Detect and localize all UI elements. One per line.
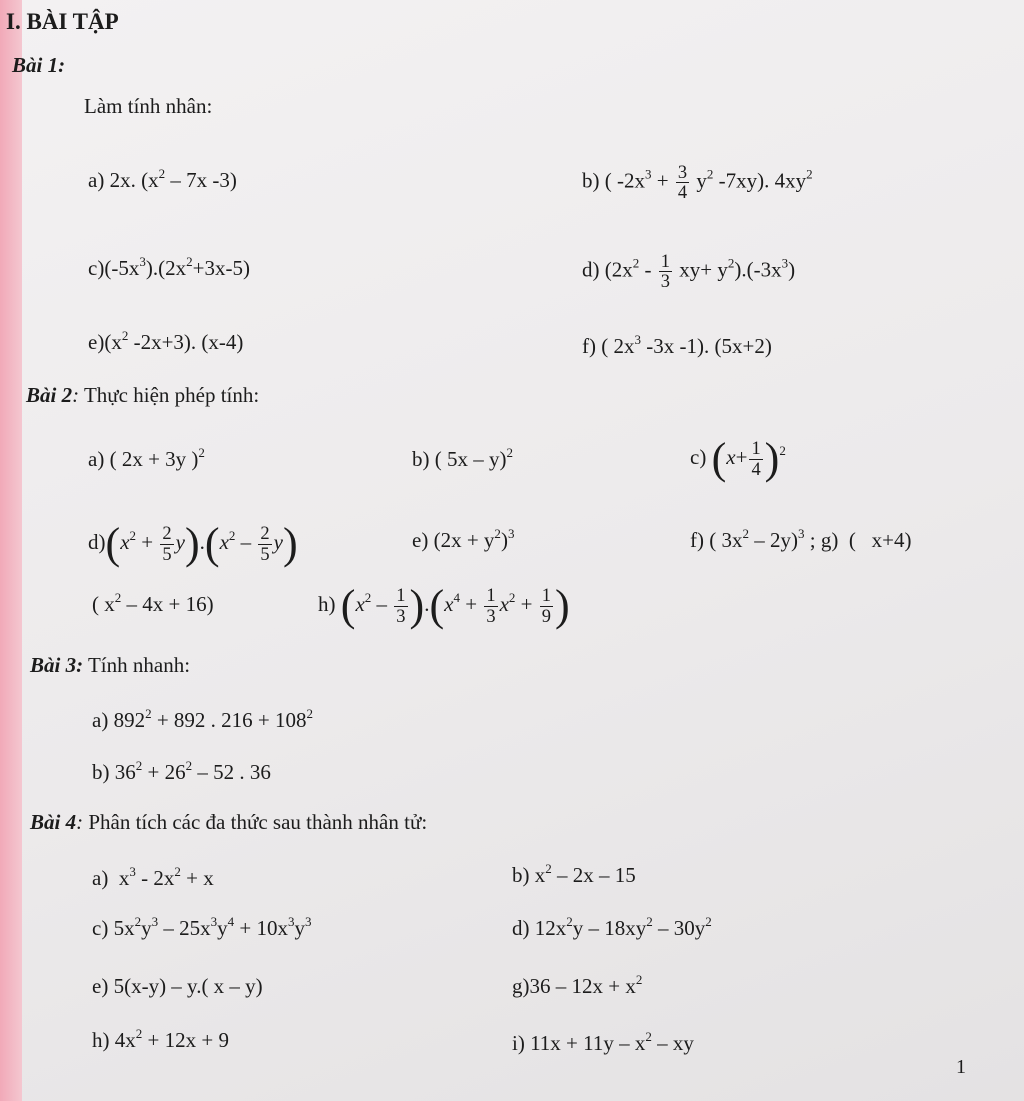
ex4-item-d: d) $12x^2y - 18xy^2 - 30y^2$	[512, 913, 712, 940]
item-label: b)	[412, 447, 430, 471]
exercise-2-header: Bài 2: Thực hiện phép tính:	[26, 383, 260, 407]
item-label: h)	[318, 591, 336, 616]
ex1-item-a: a) 2x. ($x^2 - 7x$ -3)	[88, 165, 237, 192]
item-label: a)	[88, 447, 105, 471]
item-label: f)	[690, 528, 704, 552]
exercise-1-title: Bài 1:	[12, 53, 66, 77]
ex2-item-b: b) ( 5x – y)$^2$	[412, 444, 514, 471]
ex4-item-b: b) $x^2 - 2x - 15$	[512, 860, 636, 887]
item-label: f)	[582, 334, 596, 358]
section-title: I. BÀI TẬP	[6, 9, 119, 34]
exercise-3-instruction: Tính nhanh:	[87, 653, 191, 677]
ex1-item-b: b) ( $-2x^3$ + $\frac{3}{4}$ $y^2$ -7xy). $4xy^2$	[582, 162, 813, 203]
item-label: d)	[512, 916, 530, 940]
item-label: d)	[88, 529, 106, 554]
ex2-item-e: e) $(2x + y^2)^3$	[412, 525, 515, 552]
page-number: 1	[956, 1056, 966, 1078]
item-label: c)	[690, 444, 707, 469]
ex4-item-c: c) $5x^2y^3 - 25x^3y^4 + 10x^3y^3$	[92, 913, 312, 940]
ex3-item-b: b) $36^2 + 26^2 - 52$ . 36	[92, 757, 271, 784]
exercise-2-title: Bài 2	[26, 383, 73, 407]
item-label: c)	[88, 256, 105, 280]
ex2-item-h: h) ($x^2$ – $\frac{1}{3}$ )$.(x^4$ + $\frac{1}{3}$ $x^2$ + $\frac{1}{9}$ )	[318, 581, 570, 630]
ex2-item-a: a) ( 2x + 3y )$^2$	[88, 444, 205, 471]
ex2-item-c: c) (x+ $\frac{1}{4}$ )$^2$	[690, 434, 786, 483]
ex1-item-d: d) ($2x^2$ - $\frac{1}{3}$ $xy+ y^2).(-3x^3)$	[582, 251, 796, 292]
item-label: a)	[92, 708, 109, 732]
item-label: g)	[512, 974, 530, 998]
pink-binding-edge	[0, 0, 22, 1101]
ex4-item-i: i) $11x + 11y - x^2$ – xy	[512, 1028, 694, 1055]
ex3-item-a: a) $892^2 + 892$ . $216 + 108^2$	[92, 705, 314, 732]
ex2-item-g-cont: ( $x^2 - 4x + 16$)	[92, 589, 214, 616]
ex4-item-h: h) $4x^2 + 12x + 9$	[92, 1025, 229, 1052]
exercise-4-instruction: Phân tích các đa thức sau thành nhân tử:	[88, 810, 428, 834]
item-label: c)	[92, 916, 109, 940]
ex1-item-c: $c)(-5x^3).(2x^2+3x-5)$	[88, 253, 250, 280]
ex4-item-e: e) 5(x-y) – y.( x – y)	[92, 974, 263, 998]
item-label: b)	[582, 168, 600, 193]
item-label: e)	[412, 528, 429, 552]
exercise-4-header: Bài 4: Phân tích các đa thức sau thành nhân tử:	[30, 810, 428, 834]
ex2-item-f-g: f) ( $3x^2 - 2y)^3$ ; g) ( x+4)	[690, 525, 912, 552]
ex4-item-g: $g)36 - 12x + x^2$	[512, 971, 643, 998]
ex1-item-f: f) ( $2x^3$ -3x -1). (5x+2)	[582, 331, 772, 358]
item-label: b)	[512, 863, 530, 887]
exercise-3-title: Bài 3:	[30, 653, 84, 677]
ex2-item-d: $d)(x^2$ + $\frac{2}{5}$ $y).(x^2$ – $\frac{2}{5}$ y)	[88, 519, 298, 568]
ex1-item-e: $e)(x^2$ -2x+3). (x-4)	[88, 327, 244, 354]
item-label: h)	[92, 1028, 110, 1052]
item-label: d)	[582, 257, 600, 282]
item-label: b)	[92, 760, 110, 784]
ex4-item-a: a) $x^3 - 2x^2 + x$	[92, 863, 214, 890]
item-label: e)	[92, 974, 109, 998]
item-label: a)	[92, 866, 109, 890]
item-label: g)	[820, 528, 839, 552]
item-label: i)	[512, 1031, 525, 1055]
exercise-3-header	[30, 655, 190, 676]
exercise-2-instruction: Thực hiện phép tính:	[83, 383, 260, 407]
exercise-1-instruction: Làm tính nhân:	[84, 94, 213, 118]
item-label: e)	[88, 330, 105, 354]
item-label: a)	[88, 168, 105, 192]
exercise-4-title: Bài 4	[30, 810, 77, 834]
